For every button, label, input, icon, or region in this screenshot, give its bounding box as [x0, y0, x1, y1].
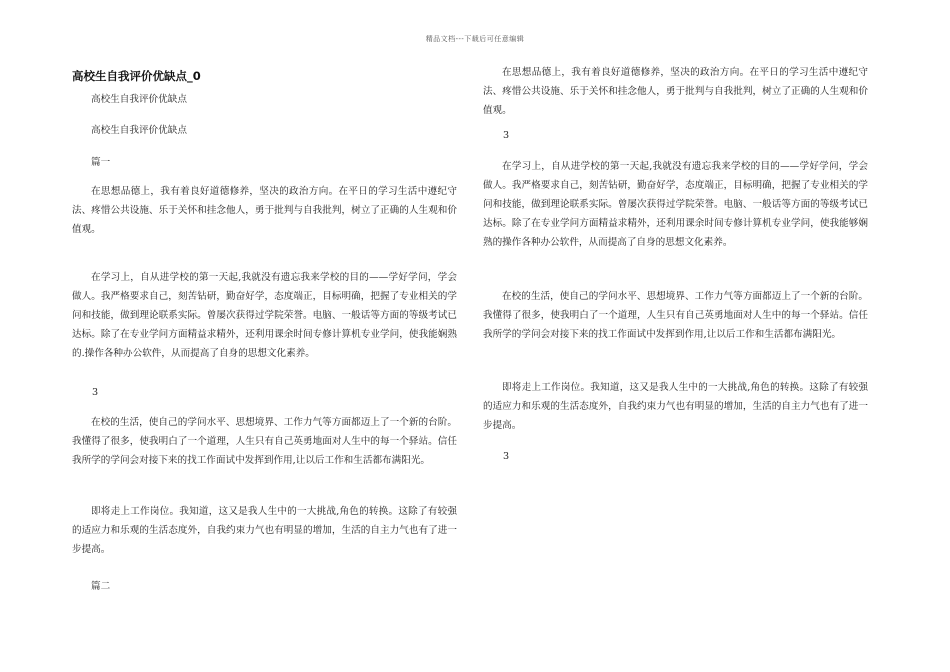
header-note: 精品文档---下载后可任意编辑: [425, 35, 525, 43]
section-heading: 篇一: [91, 157, 111, 168]
paragraph: 在校的生活，使自己的学问水平、思想境界、工作力气等方面都迈上了一个新的台阶。我懂得了很多，使我明白了一个道理，人生只有自己英勇地面对人生中的每一个驿站。信任我所学的学问会对接下来的找工作面试中发挥到作用,让以后工作和生活都布满阳光。: [72, 417, 457, 466]
page-number: 3: [503, 130, 510, 141]
paragraph: 即将走上工作岗位。我知道，这又是我人生中的一大挑战,角色的转换。这除了有较强的适应力和乐观的生活态度外，自我约束力气也有明显的增加，生活的自主力气也有了进一步提高。: [483, 382, 868, 431]
paragraph: 即将走上工作岗位。我知道，这又是我人生中的一大挑战,角色的转换。这除了有较强的适应力和乐观的生活态度外，自我约束力气也有明显的增加，生活的自主力气也有了进一步提高。: [72, 506, 457, 555]
subtitle: 高校生自我评价优缺点: [91, 94, 187, 105]
paragraph: 在学习上，自从进学校的第一天起,我就没有遗忘我来学校的目的——学好学问，学会做人。我严格要求自己，刻苦钻研，勤奋好学，态度端正，目标明确，把握了专业相关的学问和技能，做到理论联系实际。曾屡次获得过学院荣誉。电脑、一般话等方面的等级考试已达标。除了在专业学问方面精益求精外，还利用课余时间专修计算机专业学问，使我能娴熟的.操作各种办公软件，从而提高了自身的思想文化素养。: [72, 272, 457, 359]
paragraph: 在思想品德上，我有着良好道德修养，坚决的政治方向。在平日的学习生活中遵纪守法、疼惜公共设施、乐于关怀和挂念他人，勇于批判与自我批判，树立了正确的人生观和价值观。: [483, 67, 868, 116]
paragraph: 在思想品德上，我有着良好道德修养，坚决的政治方向。在平日的学习生活中遵纪守法、疼惜公共设施、乐于关怀和挂念他人，勇于批判与自我批判，树立了正确的人生观和价值观。: [72, 186, 457, 235]
subtitle: 高校生自我评价优缺点: [91, 125, 187, 136]
section-heading: 篇二: [91, 581, 111, 592]
paragraph: 在学习上，自从进学校的第一天起,我就没有遗忘我来学校的目的——学好学问，学会做人。我严格要求自己，刻苦钻研，勤奋好学，态度端正，目标明确，把握了专业相关的学问和技能，做到理论联系实际。曾屡次获得过学院荣誉。电脑、一般话等方面的等级考试已达标。除了在专业学问方面精益求精外，还利用课余时间专修计算机专业学问，使我能够娴熟的操作各种办公软件，从而提高了自身的思想文化素养。: [483, 161, 868, 248]
page-number: 3: [503, 451, 510, 462]
paragraph: 在校的生活，使自己的学问水平、思想境界、工作力气等方面都迈上了一个新的台阶。我懂得了很多，使我明白了一个道理，人生只有自己英勇地面对人生中的每一个驿站。信任我所学的学问会对接下来的找工作面试中发挥到作用,让以后工作和生活都布满阳光。: [483, 291, 868, 340]
page-number: 3: [92, 387, 99, 398]
document-title: 高校生自我评价优缺点_0: [72, 69, 201, 83]
